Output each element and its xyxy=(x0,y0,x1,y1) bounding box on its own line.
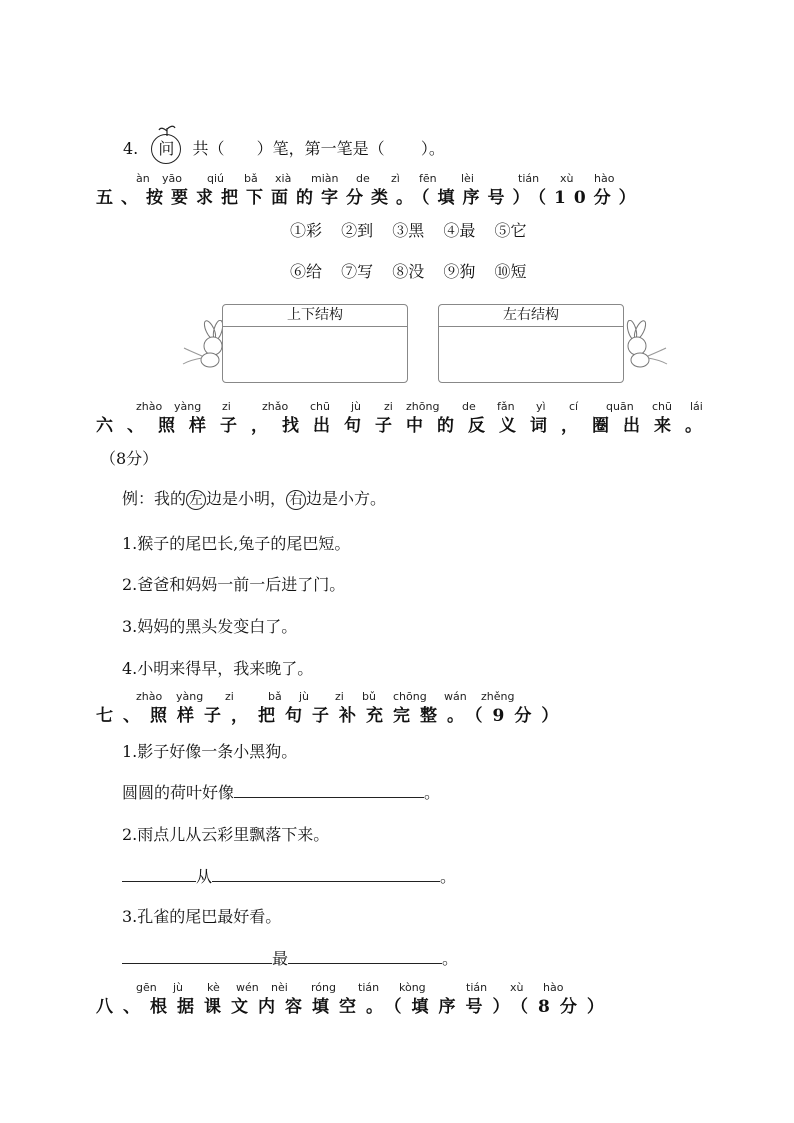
pinyin: jù xyxy=(299,690,310,703)
pinyin: chōng xyxy=(393,690,427,703)
option: ③黑 xyxy=(392,221,425,240)
pinyin: tián xyxy=(466,981,488,994)
q4-line xyxy=(123,134,445,164)
pinyin: xù xyxy=(510,981,524,994)
s7-fill2 xyxy=(122,864,456,887)
option: ⑥给 xyxy=(290,262,323,281)
pinyin: zhào xyxy=(136,400,163,413)
pinyin: yì xyxy=(536,400,546,413)
pinyin: zi xyxy=(384,400,393,413)
pinyin: bǔ xyxy=(362,690,376,703)
s7-item: 3.孔雀的尾巴最好看。 xyxy=(122,907,282,926)
answer-blank[interactable] xyxy=(288,949,442,964)
s7-fill3 xyxy=(122,946,458,969)
pinyin: fēn xyxy=(419,172,437,185)
s7-item: 1.影子好像一条小黑狗。 xyxy=(122,742,298,761)
pinyin: jù xyxy=(351,400,362,413)
circled-left: 左 xyxy=(186,490,206,510)
pinyin: àn xyxy=(136,172,150,185)
fill-mid: 从 xyxy=(196,867,213,886)
option: ④最 xyxy=(443,221,476,240)
s7-title: 七、照样子，把句子补充完整。（9分） xyxy=(96,706,569,726)
pinyin: hào xyxy=(594,172,615,185)
sprout-icon xyxy=(158,125,176,137)
pinyin: zi xyxy=(335,690,344,703)
pinyin: nèi xyxy=(271,981,288,994)
option: ⑤它 xyxy=(494,221,527,240)
box-left-right-structure[interactable] xyxy=(438,304,624,383)
box-top-bottom-structure[interactable] xyxy=(222,304,408,383)
pinyin: zì xyxy=(391,172,400,185)
example-suffix: 边是小方。 xyxy=(306,489,387,508)
s5-options-row2 xyxy=(290,259,540,282)
s6-title: 六、照样子，找出句子中的反义词，圈出来。 xyxy=(96,416,716,436)
box-header: 上下结构 xyxy=(223,305,407,327)
answer-blank[interactable] xyxy=(122,949,272,964)
s7-item: 2.雨点儿从云彩里飘落下来。 xyxy=(122,825,330,844)
answer-blank[interactable] xyxy=(122,867,196,882)
pinyin: lèi xyxy=(461,172,474,185)
fill-mid: 最 xyxy=(272,949,289,968)
s8-title: 八、根据课文内容填空。（填序号）（8分） xyxy=(96,997,614,1017)
q4-text2: ）笔，第一笔是（ xyxy=(256,139,385,158)
example-mid: 边是小明， xyxy=(206,489,287,508)
q4-char: 问 xyxy=(158,139,175,158)
fill-end: 。 xyxy=(424,783,441,802)
pinyin: wán xyxy=(444,690,467,703)
pinyin: tián xyxy=(518,172,540,185)
fill-prefix: 圆圆的荷叶好像 xyxy=(122,783,235,802)
pinyin: fǎn xyxy=(497,400,515,413)
answer-blank[interactable] xyxy=(212,867,440,882)
q4-number: 4. xyxy=(123,139,139,158)
pinyin: tián xyxy=(358,981,380,994)
pinyin: lái xyxy=(690,400,703,413)
option: ⑦写 xyxy=(341,262,374,281)
pinyin: qiú xyxy=(207,172,225,185)
option: ⑧没 xyxy=(392,262,425,281)
option: ②到 xyxy=(341,221,374,240)
pinyin: miàn xyxy=(311,172,339,185)
pinyin: chū xyxy=(652,400,672,413)
pinyin: bǎ xyxy=(268,690,282,703)
pinyin: bǎ xyxy=(244,172,258,185)
q4-text3: ）。 xyxy=(420,139,445,158)
s7-fill1 xyxy=(122,780,440,803)
pinyin: zhěng xyxy=(481,690,515,703)
s6-item: 1.猴子的尾巴长,兔子的尾巴短。 xyxy=(122,534,351,553)
q4-text1: 共（ xyxy=(192,139,225,158)
fill-end: 。 xyxy=(442,949,459,968)
pinyin: zhào xyxy=(136,690,163,703)
pinyin: yāo xyxy=(162,172,182,185)
pinyin: de xyxy=(356,172,370,185)
answer-blank[interactable] xyxy=(234,783,424,798)
pinyin: yàng xyxy=(176,690,204,703)
s6-score: （8分） xyxy=(100,449,159,468)
pinyin: quān xyxy=(606,400,634,413)
example-prefix: 例：我的 xyxy=(122,489,187,508)
pinyin: wén xyxy=(236,981,259,994)
pinyin: de xyxy=(462,400,476,413)
option: ⑨狗 xyxy=(443,262,476,281)
s6-item: 4.小明来得早，我来晚了。 xyxy=(122,659,314,678)
pinyin: xù xyxy=(560,172,574,185)
pinyin: zi xyxy=(222,400,231,413)
pinyin: zhǎo xyxy=(262,400,289,413)
pinyin: chū xyxy=(310,400,330,413)
s5-title: 五、按要求把下面的字分类。（填序号）（10分） xyxy=(96,188,644,208)
s6-item: 2.爸爸和妈妈一前一后进了门。 xyxy=(122,575,346,594)
fill-end: 。 xyxy=(440,867,457,886)
s5-options-row1 xyxy=(290,218,540,241)
s6-example xyxy=(122,486,386,510)
s6-item: 3.妈妈的黑头发变白了。 xyxy=(122,617,298,636)
pinyin: róng xyxy=(311,981,336,994)
pinyin: kè xyxy=(207,981,220,994)
pinyin: yàng xyxy=(174,400,202,413)
box-header: 左右结构 xyxy=(439,305,623,327)
pinyin: cí xyxy=(569,400,579,413)
pinyin: zi xyxy=(225,690,234,703)
rabbit-icon xyxy=(620,320,670,368)
option: ⑩短 xyxy=(494,262,527,281)
q4-char-circle xyxy=(151,134,181,164)
pinyin: xià xyxy=(275,172,292,185)
option: ①彩 xyxy=(290,221,323,240)
pinyin: zhōng xyxy=(406,400,440,413)
pinyin: jù xyxy=(173,981,184,994)
pinyin: kòng xyxy=(399,981,426,994)
pinyin: gēn xyxy=(136,981,157,994)
circled-right: 右 xyxy=(286,490,306,510)
pinyin: hào xyxy=(543,981,564,994)
